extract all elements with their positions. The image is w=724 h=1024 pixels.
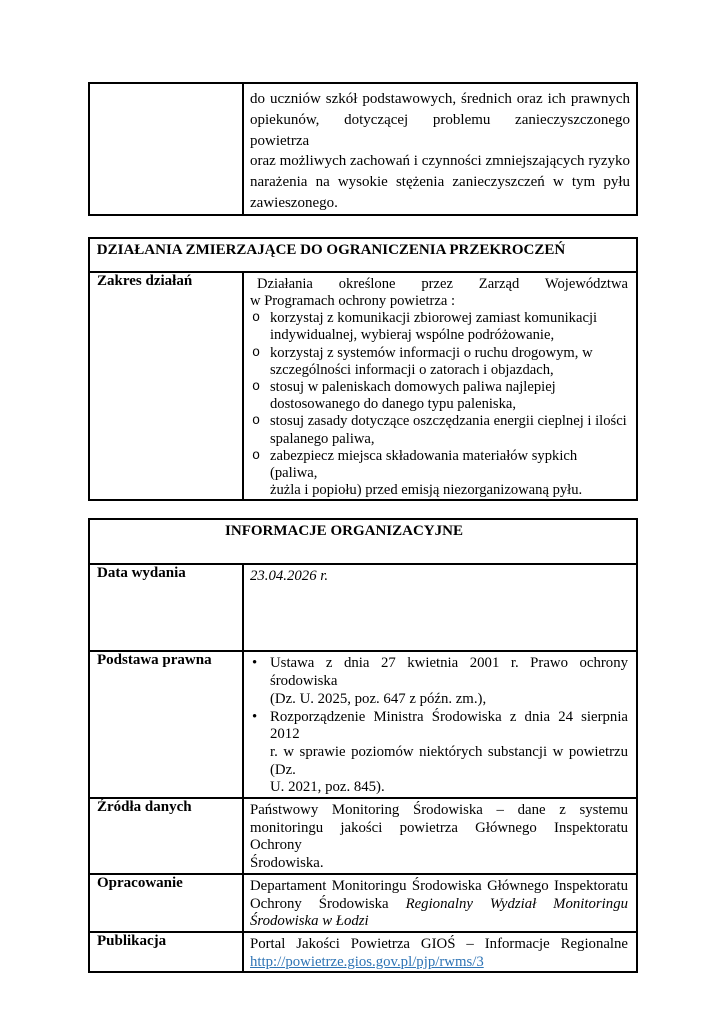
text-span: oraz możliwych zachowań i czynności zmniejszających ryzyko <box>250 153 630 170</box>
text-span: Państwowy Monitoring Środowiska – dane z systemu <box>250 802 628 819</box>
text-span: spalanego paliwa, <box>270 430 375 447</box>
actions-content <box>250 276 628 500</box>
actions-content-cell <box>243 272 637 501</box>
actions-table-title: DZIAŁANIA ZMIERZAJĄCE DO OGRANICZENIA PRZEKROCZEŃ <box>89 238 637 272</box>
text-line <box>250 913 628 931</box>
row-value-cell <box>243 874 637 932</box>
row-value-cell <box>243 564 637 651</box>
bullet-marker-icon: o <box>252 448 261 464</box>
text-line <box>270 362 628 379</box>
bullet-item <box>250 413 628 447</box>
bullet-item <box>250 345 628 379</box>
table-row <box>89 798 637 874</box>
text-line <box>270 413 628 430</box>
text-span: Departament Monitoringu Środowiska Głównego Inspektoratu <box>250 877 628 894</box>
text-span: stosuj zasady dotyczące oszczędzania energii cieplnej i ilości <box>270 413 627 430</box>
text-span: żużla i popiołu) przed emisją niezorganizowaną pyłu. <box>270 482 583 499</box>
row-value-cell <box>243 798 637 874</box>
org-info-table <box>88 518 638 973</box>
text-span: dostosowanego do danego typu paleniska, <box>270 396 517 413</box>
bullet-marker-icon: o <box>252 380 261 395</box>
text-span: monitoringu jakości powietrza Głównego Inspektoratu Ochrony <box>250 819 628 854</box>
table-row <box>89 874 637 932</box>
text-line <box>270 345 628 362</box>
text-span: korzystaj z komunikacji zbiorowej zamiast komunikacji <box>270 310 598 327</box>
row-label-cell: Podstawa prawna <box>89 651 243 798</box>
text-line <box>270 310 628 327</box>
text-line <box>250 802 628 820</box>
text-span: szczególności informacji o zatorach i objazdach, <box>270 361 554 378</box>
text-span: stosuj w paleniskach domowych paliwa najlepiej <box>270 379 556 395</box>
text-span: Środowiska. <box>250 855 324 872</box>
text-line <box>270 327 628 344</box>
text-line <box>270 744 628 779</box>
text-span: zawieszonego. <box>250 194 338 211</box>
text-span: Ustawa z dnia 27 kwietnia 2001 r. Prawo ochrony środowiska <box>270 655 628 690</box>
text-line <box>250 936 628 954</box>
text-line <box>270 691 628 709</box>
text-span: U. 2021, poz. 845). <box>270 779 385 796</box>
table-row <box>89 564 637 651</box>
bullet-marker-icon: o <box>252 414 261 430</box>
actions-table <box>88 237 638 502</box>
table-row <box>89 272 637 501</box>
continuation-table <box>88 82 638 216</box>
text-span: indywidualnej, wybieraj wspólne podróżowanie, <box>270 327 555 344</box>
text-span: Rozporządzenie Ministra Środowiska z dnia 24 sierpnia 2012 <box>270 708 628 743</box>
document-body <box>88 82 638 973</box>
paragraph <box>250 89 630 214</box>
bullet-item <box>250 310 628 344</box>
text-span: Regionalny Wydział Monitoringu <box>405 895 628 912</box>
text-line <box>270 779 628 797</box>
table-row <box>89 83 637 215</box>
text-line <box>250 193 630 214</box>
bullet-item <box>250 655 628 708</box>
text-line <box>250 896 628 914</box>
text-span: Ochrony Środowiska <box>250 895 406 912</box>
text-line <box>270 709 628 744</box>
bullet-marker-icon: • <box>252 655 258 672</box>
text-span: Środowiska w Łodzi <box>250 913 369 930</box>
org-info-table-title: INFORMACJE ORGANIZACYJNE <box>89 519 637 564</box>
bullet-marker-icon: o <box>252 311 261 327</box>
text-line <box>250 855 628 873</box>
text-line <box>250 293 628 310</box>
text-span: Portal Jakości Powietrza GIOŚ – Informacje Regionalne <box>250 935 628 952</box>
text-line <box>250 878 628 896</box>
text-span: 23.04.2026 r. <box>250 568 329 585</box>
bullet-item <box>250 709 628 798</box>
empty-label-cell <box>89 83 243 215</box>
text-span: korzystaj z systemów informacji o ruchu drogowym, w <box>270 344 593 361</box>
table-header-row <box>89 519 637 564</box>
text-line <box>270 655 628 690</box>
text-span: do uczniów szkół podstawowych, średnich oraz ich prawnych <box>250 91 630 107</box>
text-line <box>270 482 628 499</box>
text-span: narażenia na wysokie stężenia zanieczyszczeń w tym pyłu <box>250 174 630 191</box>
text-line <box>250 151 630 172</box>
table-header-row <box>89 238 637 272</box>
text-line <box>270 396 628 413</box>
publication-link[interactable]: http://powietrze.gios.gov.pl/pjp/rwms/3 <box>250 953 484 970</box>
text-line <box>270 379 628 396</box>
row-value-cell <box>243 932 637 972</box>
text-line <box>250 276 628 293</box>
row-label-cell: Publikacja <box>89 932 243 972</box>
bullet-item <box>250 448 628 500</box>
bullet-marker-icon: • <box>252 708 258 725</box>
row-label-cell: Opracowanie <box>89 874 243 932</box>
text-line <box>270 431 628 448</box>
text-span: r. w sprawie poziomów niektórych substancji w powietrzu (Dz. <box>270 743 628 778</box>
row-value-cell <box>243 651 637 798</box>
text-span: w Programach ochrony powietrza : <box>250 292 456 309</box>
text-line <box>250 110 630 152</box>
text-line <box>250 568 628 586</box>
text-span: zabezpiecz miejsca składowania materiałów sypkich (paliwa, <box>270 447 578 482</box>
paragraph-cell <box>243 83 637 215</box>
text-span: opiekunów, dotyczącej problemu zanieczyszczonego powietrza <box>250 111 630 149</box>
bullet-item <box>250 379 628 413</box>
row-label-cell: Źródła danych <box>89 798 243 874</box>
text-span: Działania określone przez Zarząd Województwa <box>257 275 628 292</box>
table-row <box>89 651 637 798</box>
text-line <box>250 172 630 193</box>
text-line <box>270 448 628 482</box>
text-line <box>250 820 628 855</box>
bullet-marker-icon: o <box>252 345 261 361</box>
table-row <box>89 932 637 972</box>
text-line <box>250 954 628 972</box>
text-span: (Dz. U. 2025, poz. 647 z późn. zm.), <box>270 690 487 707</box>
text-line <box>250 89 630 110</box>
row-label-zakres-dzialan: Zakres działań <box>89 272 243 501</box>
row-label-cell: Data wydania <box>89 564 243 651</box>
